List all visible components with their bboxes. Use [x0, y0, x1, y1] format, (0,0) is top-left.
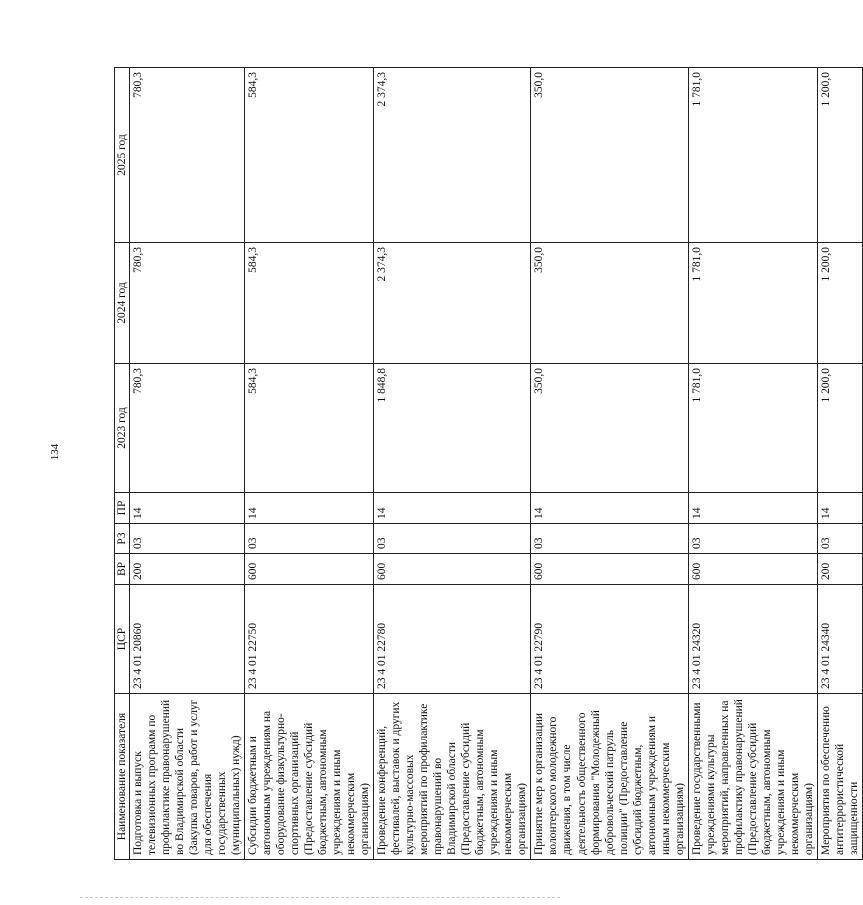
cell-vr: 200 [817, 554, 862, 585]
cell-2023: 780,3 [130, 364, 245, 493]
cell-2023: 350,0 [531, 364, 688, 493]
cell-pr: 14 [817, 493, 862, 524]
cell-2025: 350,0 [531, 68, 688, 243]
cell-2024: 1 200,0 [817, 243, 862, 364]
rotated-table-frame [114, 68, 860, 860]
header-2023: 2023 год [115, 364, 130, 493]
table-row [531, 68, 688, 860]
cell-rz: 03 [245, 524, 374, 554]
cell-rz: 03 [688, 524, 817, 554]
header-name: Наименование показателя [115, 694, 130, 860]
budget-table [114, 67, 863, 860]
cell-name: Проведение конференций, фестивалей, выставок и других культурно-массовых мероприятий по профилактике правонарушений во Владимирской области (Предоставление субсидий бюджетным, автономным учреждениям и иным некоммерческим организациям) [374, 694, 531, 860]
cell-csr: 23 4 01 24340 [817, 585, 862, 694]
cell-name: Проведение государственными учреждениями культуры мероприятий, направленных на профилактику правонарушений (Предоставление субсидий бюджетным, автономным учреждениям и иным некоммерческим организациям) [688, 694, 817, 860]
cell-rz: 03 [817, 524, 862, 554]
cell-name: Мероприятия по обеспечению антитеррористической защищенности [817, 694, 862, 860]
cell-csr: 23 4 01 22790 [531, 585, 688, 694]
cell-2025: 2 374,3 [374, 68, 531, 243]
table-row [130, 68, 245, 860]
cell-2024: 350,0 [531, 243, 688, 364]
cell-2025: 584,3 [245, 68, 374, 243]
cell-2024: 2 374,3 [374, 243, 531, 364]
cell-rz: 03 [374, 524, 531, 554]
cell-2024: 1 781,0 [688, 243, 817, 364]
cell-2024: 584,3 [245, 243, 374, 364]
cell-2023: 1 848,8 [374, 364, 531, 493]
page-number: 134 [49, 443, 61, 461]
cell-2023: 584,3 [245, 364, 374, 493]
cell-rz: 03 [130, 524, 245, 554]
cell-2024: 780,3 [130, 243, 245, 364]
cell-vr: 600 [245, 554, 374, 585]
cell-vr: 600 [531, 554, 688, 585]
header-rz: РЗ [115, 524, 130, 554]
cell-pr: 14 [245, 493, 374, 524]
cell-2023: 1 200,0 [817, 364, 862, 493]
table-row [688, 68, 817, 860]
cell-vr: 200 [130, 554, 245, 585]
cell-csr: 23 4 01 22780 [374, 585, 531, 694]
cell-name: Субсидии бюджетным и автономным учреждениям на оборудование физкультурно-спортивных организаций (Предоставление субсидий бюджетным, автономным учреждениям и иным некоммерческим организациям) [245, 694, 374, 860]
cell-csr: 23 4 01 20860 [130, 585, 245, 694]
header-pr: ПР [115, 493, 130, 524]
cell-csr: 23 4 01 24320 [688, 585, 817, 694]
cell-2025: 780,3 [130, 68, 245, 243]
header-2025: 2025 год [115, 68, 130, 243]
table-header-row [115, 68, 130, 860]
header-csr: ЦСР [115, 585, 130, 694]
cell-name: Принятие мер к организации волонтерского молодежного движения, в том числе деятельность общественного формирования "Молодежный добровольческий патруль полиции" (Предоставление субсидий бюджетным, автономным учреждениям и иным некоммерческим организациям) [531, 694, 688, 860]
cell-csr: 23 4 01 22750 [245, 585, 374, 694]
cell-vr: 600 [374, 554, 531, 585]
table-row [245, 68, 374, 860]
cell-pr: 14 [130, 493, 245, 524]
scan-edge-line [80, 897, 560, 899]
cell-2025: 1 200,0 [817, 68, 862, 243]
cell-pr: 14 [531, 493, 688, 524]
table-row [817, 68, 862, 860]
cell-vr: 600 [688, 554, 817, 585]
cell-pr: 14 [688, 493, 817, 524]
header-vr: ВР [115, 554, 130, 585]
table-row [374, 68, 531, 860]
cell-2025: 1 781,0 [688, 68, 817, 243]
header-2024: 2024 год [115, 243, 130, 364]
cell-rz: 03 [531, 524, 688, 554]
cell-name: Подготовка и выпуск телевизионных программ по профилактике правонарушений во Владимирской области (Закупка товаров, работ и услуг для обеспечения государственных (муниципальных) нужд) [130, 694, 245, 860]
cell-pr: 14 [374, 493, 531, 524]
cell-2023: 1 781,0 [688, 364, 817, 493]
